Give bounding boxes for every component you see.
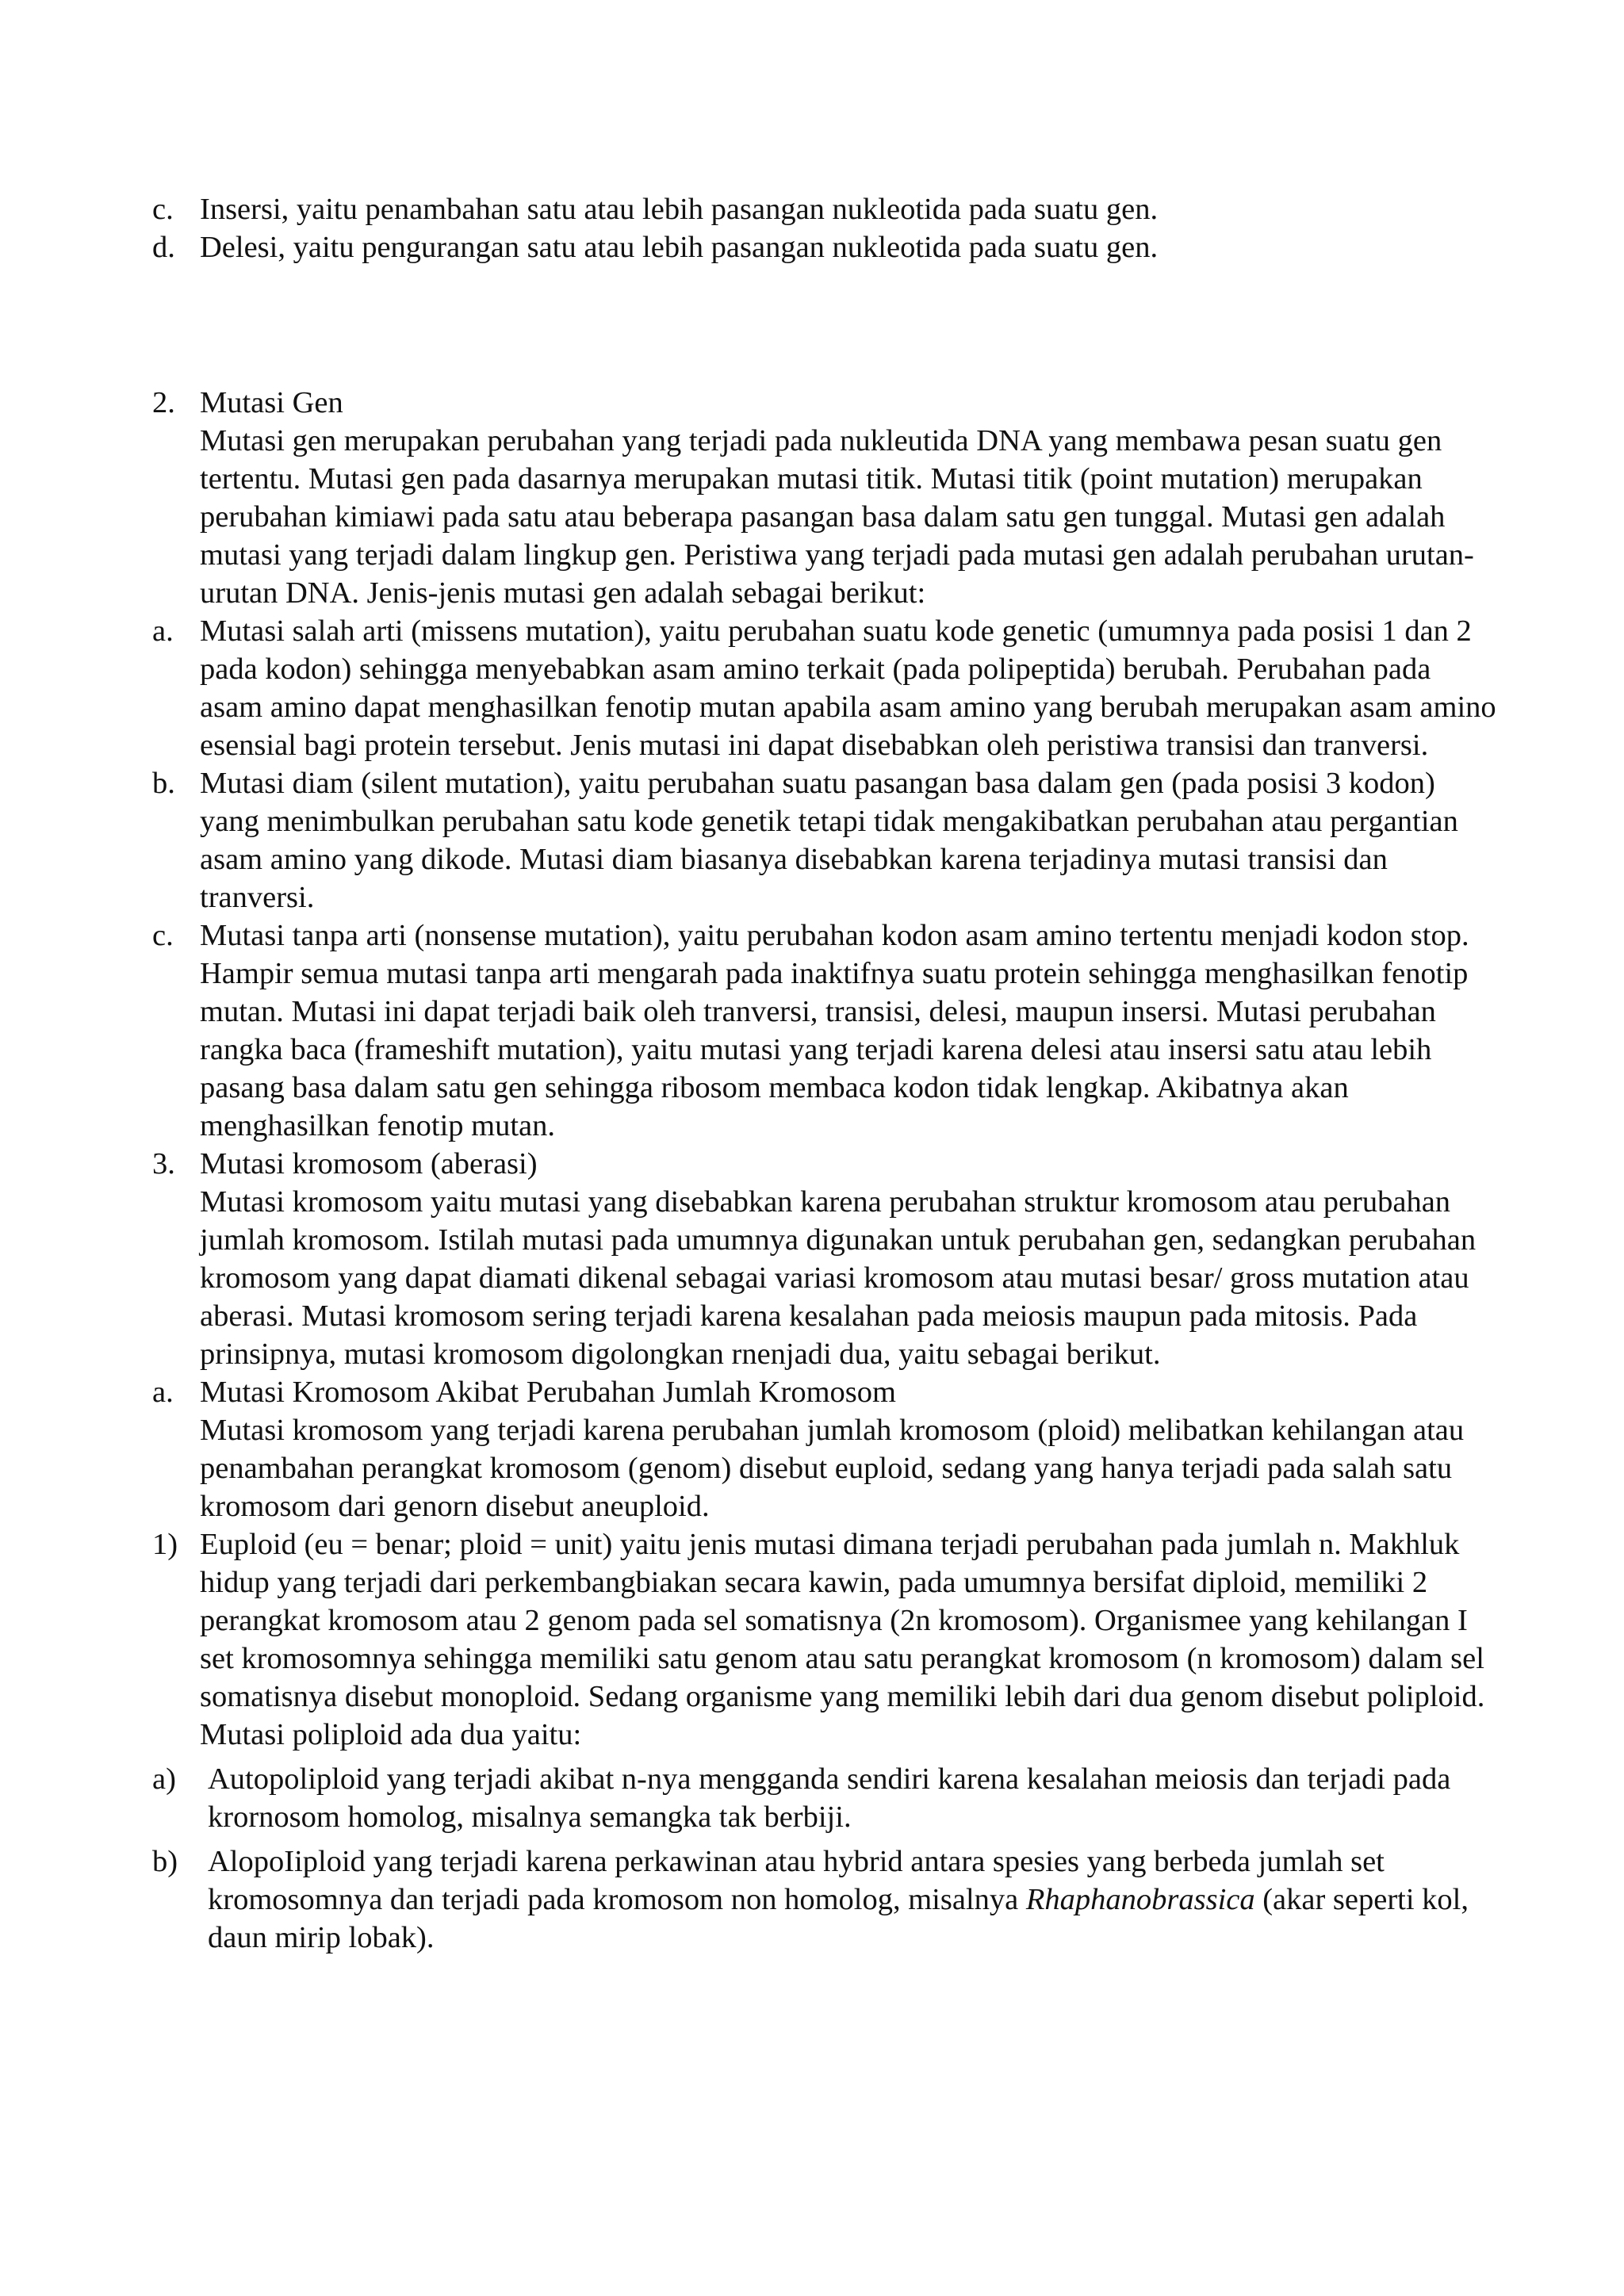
- list-item-text: Insersi, yaitu penambahan satu atau lebih pasangan nukleotida pada suatu gen.: [200, 193, 1159, 226]
- list-item-b-silent: [152, 764, 1500, 916]
- section-heading: Mutasi kromosom (aberasi): [200, 1147, 538, 1181]
- list-item-text: Euploid (eu = benar; ploid = unit) yaitu jenis mutasi dimana terjadi perubahan pada jumlah n. Makhluk hidup yang terjadi dari perkembangbiakan secara kawin, pada umumnya bersifat diploid, memiliki 2 perangkat kromosom atau 2 genom pada sel somatisnya (2n kromosom). Organismee yang kehilangan I set kromosomnya sehingga memiliki satu genom atau satu perangkat kromosom (n kromosom) dalam sel somatisnya disebut monoploid. Sedang organisme yang memiliki lebih dari dua genom disebut poliploid.: [200, 1528, 1485, 1713]
- list-item-a-missens: [152, 612, 1500, 764]
- list-item-text: Mutasi kromosom yang terjadi karena perubahan jumlah kromosom (ploid) melibatkan kehilangan atau penambahan perangkat kromosom (genom) disebut euploid, sedang yang hanya terjadi pada salah satu kromosom dari genorn disebut aneuploid.: [200, 1414, 1465, 1523]
- species-name: Rhaphanobrassica: [1025, 1883, 1255, 1916]
- list-item-tail: (akar seperti kol, daun mirip lobak).: [208, 1883, 1469, 1954]
- list-marker: a.: [152, 1376, 174, 1409]
- section-mutasi-gen: [152, 384, 1500, 612]
- section-number: 3.: [152, 1147, 175, 1181]
- list-item-text: Mutasi tanpa arti (nonsense mutation), yaitu perubahan kodon asam amino tertentu menjadi kodon stop. Hampir semua mutasi tanpa arti mengarah pada inaktifnya suatu protein sehingga menghasilkan fenotip mutan. Mutasi ini dapat terjadi baik oleh tranversi, transisi, delesi, maupun insersi. Mutasi perubahan rangka baca (frameshift mutation), yaitu mutasi yang terjadi karena delesi atau insersi satu atau lebih pasang basa dalam satu gen sehingga ribosom membaca kodon tidak lengkap. Akibatnya akan menghasilkan fenotip mutan.: [200, 919, 1469, 1142]
- section-paragraph: Mutasi gen merupakan perubahan yang terjadi pada nukleutida DNA yang membawa pesan suatu gen tertentu. Mutasi gen pada dasarnya merupakan mutasi titik. Mutasi titik (point mutation) merupakan perubahan kimiawi pada satu atau beberapa pasangan basa dalam satu gen tunggal. Mutasi gen adalah mutasi yang terjadi dalam lingkup gen. Peristiwa yang terjadi pada mutasi gen adalah perubahan urutan-urutan DNA. Jenis-jenis mutasi gen adalah sebagai berikut:: [200, 424, 1474, 610]
- spacer: [152, 1836, 1500, 1843]
- section-heading: Mutasi Gen: [200, 386, 343, 419]
- list-marker: c.: [152, 193, 174, 226]
- list-marker: a): [152, 1762, 176, 1796]
- list-marker: b): [152, 1845, 178, 1878]
- list-item-c-nonsense: [152, 916, 1500, 1145]
- list-item-d-delesi: [152, 228, 1500, 266]
- list-item-b-alopoliploid: [152, 1843, 1500, 1957]
- spacer: [152, 266, 1500, 384]
- list-item-c-insersi: [152, 190, 1500, 228]
- list-item-text: Mutasi salah arti (missens mutation), yaitu perubahan suatu kode genetic (umumnya pada posisi 1 dan 2 pada kodon) sehingga menyebabkan asam amino terkait (pada polipeptida) berubah. Perubahan pada asam amino dapat menghasilkan fenotip mutan apabila asam amino yang berubah merupakan asam amino esensial bagi protein tersebut. Jenis mutasi ini dapat disebabkan oleh peristiwa transisi dan tranversi.: [200, 614, 1496, 762]
- section-mutasi-kromosom: [152, 1145, 1500, 1373]
- list-item-1-euploid: [152, 1525, 1500, 1754]
- list-item-subtext: Mutasi poliploid ada dua yaitu:: [200, 1718, 582, 1751]
- list-marker: c.: [152, 919, 174, 952]
- list-marker: d.: [152, 231, 175, 264]
- spacer: [152, 1754, 1500, 1760]
- list-marker: b.: [152, 767, 175, 800]
- list-marker: a.: [152, 614, 174, 648]
- document-body: [152, 190, 1500, 1957]
- list-item-text: AlopoIiploid yang terjadi karena perkawinan atau hybrid antara spesies yang berbeda jumlah set kromosomnya dan terjadi pada kromosom non homolog, misalnya: [208, 1845, 1385, 1916]
- list-item-text: Autopoliploid yang terjadi akibat n-nya mengganda sendiri karena kesalahan meiosis dan terjadi pada krornosom homolog, misalnya semangka tak berbiji.: [208, 1762, 1451, 1834]
- list-item-text: Mutasi diam (silent mutation), yaitu perubahan suatu pasangan basa dalam gen (pada posisi 3 kodon) yang menimbulkan perubahan satu kode genetik tetapi tidak mengakibatkan perubahan atau pergantian asam amino yang dikode. Mutasi diam biasanya disebabkan karena terjadinya mutasi transisi dan tranversi.: [200, 767, 1458, 914]
- list-item-a-autopoliploid: [152, 1760, 1500, 1836]
- section-number: 2.: [152, 386, 175, 419]
- list-item-heading: Mutasi Kromosom Akibat Perubahan Jumlah Kromosom: [200, 1376, 896, 1409]
- section-paragraph: Mutasi kromosom yaitu mutasi yang disebabkan karena perubahan struktur kromosom atau perubahan jumlah kromosom. Istilah mutasi pada umumnya digunakan untuk perubahan gen, sedangkan perubahan kromosom yang dapat diamati dikenal sebagai variasi kromosom atau mutasi besar/ gross mutation atau aberasi. Mutasi kromosom sering terjadi karena kesalahan pada meiosis maupun pada mitosis. Pada prinsipnya, mutasi kromosom digolongkan rnenjadi dua, yaitu sebagai berikut.: [200, 1185, 1477, 1371]
- list-item-a-jumlah-kromosom: [152, 1373, 1500, 1525]
- list-marker: 1): [152, 1528, 178, 1561]
- list-item-text: Delesi, yaitu pengurangan satu atau lebih pasangan nukleotida pada suatu gen.: [200, 231, 1159, 264]
